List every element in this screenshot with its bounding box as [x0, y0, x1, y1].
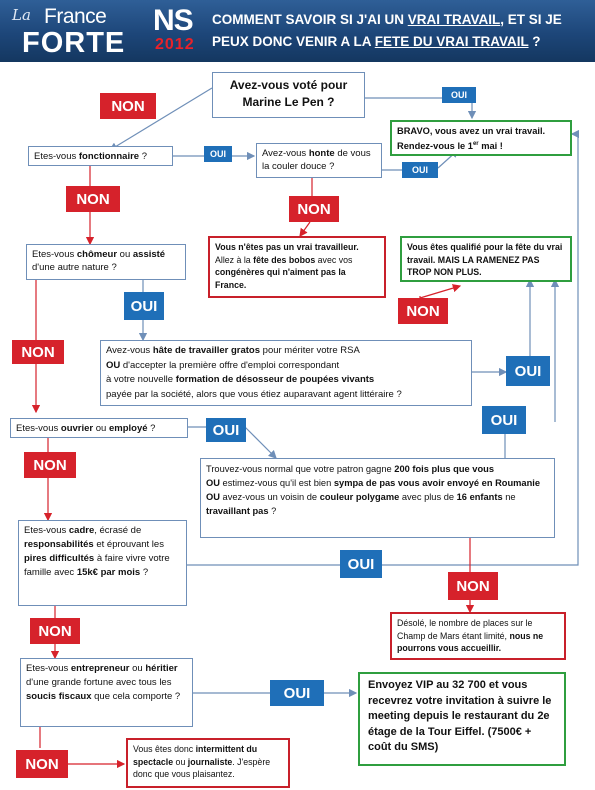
- label-oui-gratos: OUI: [506, 356, 550, 386]
- result-qualifie: Vous êtes qualifié pour la fête du vrai travail. MAIS LA RAMENEZ PAS TROP NON PLUS.: [400, 236, 572, 282]
- label-non-fonctionnaire: NON: [66, 186, 120, 212]
- question-ouvrier: Etes-vous ouvrier ou employé ?: [10, 418, 188, 438]
- result-desole: Désolé, le nombre de places sur le Champ de Mars étant limité, nous ne pourrons vous accueillir.: [390, 612, 566, 660]
- label-non-entrepreneur: NON: [16, 750, 68, 778]
- ns2012-logo: NS 2012: [153, 4, 195, 53]
- label-non-cadre: NON: [30, 618, 80, 644]
- label-oui-ouvrier: OUI: [206, 418, 246, 442]
- result-vip: Envoyez VIP au 32 700 et vous recevrez votre invitation à suivre le meeting depuis le restaurant du 2e étage de la Tour Eiffel. (7500€ + coût du SMS): [358, 672, 566, 766]
- question-entrepreneur: Etes-vous entrepreneur ou héritier d'une grande fortune avec tous les soucis fiscaux que cela comporte ?: [20, 658, 193, 727]
- result-intermittent: Vous êtes donc intermittent du spectacle ou journaliste. J'espère donc que vous plaisantez.: [126, 738, 290, 788]
- label-oui-fonctionnaire: OUI: [204, 146, 232, 162]
- question-fonctionnaire: Etes-vous fonctionnaire ?: [28, 146, 173, 166]
- label-oui-marine: OUI: [442, 87, 476, 103]
- label-oui-cadre: OUI: [340, 550, 382, 578]
- question-cadre: Etes-vous cadre, écrasé de responsabilités et éprouvant les pires difficultés à faire vivre votre famille avec 15k€ par mois ?: [18, 520, 187, 606]
- label-non-honte: NON: [289, 196, 339, 222]
- label-non-patron: NON: [448, 572, 498, 600]
- label-non-marine: NON: [100, 93, 156, 119]
- question-marine: Avez-vous voté pour Marine Le Pen ?: [212, 72, 365, 118]
- la-france-forte-logo: La France FORTE: [12, 5, 126, 59]
- label-non-gratos: NON: [398, 298, 448, 324]
- question-gratos: Avez-vous hâte de travailler gratos pour mériter votre RSA OU d'accepter la première offre d'emploi correspondant à votre nouvelle formation de désosseur de poupées vivants payée par la société, alors que vous étiez auparavant agent littéraire ?: [100, 340, 472, 406]
- label-non-chomeur: NON: [12, 340, 64, 364]
- question-patron: Trouvez-vous normal que votre patron gagne 200 fois plus que vous OU estimez-vous qu'il est bien sympa de pas vous avoir envoyé en Roumanie OU avez-vous un voisin de couleur polygame avec plus de 16 enfants ne travaillant pas ?: [200, 458, 555, 538]
- question-chomeur: Etes-vous chômeur ou assisté d'une autre nature ?: [26, 244, 186, 280]
- label-oui-honte: OUI: [402, 162, 438, 178]
- result-bobos: Vous n'êtes pas un vrai travailleur. Allez à la fête des bobos avec vos congénères qui n'aiment pas la France.: [208, 236, 386, 298]
- label-non-ouvrier: NON: [24, 452, 76, 478]
- question-honte: Avez-vous honte de vous la couler douce ?: [256, 143, 382, 178]
- page-title: COMMENT SAVOIR SI J'AI UN VRAI TRAVAIL, ET SI JE PEUX DONC VENIR A LA FETE DU VRAI TRAVAIL ?: [212, 12, 562, 49]
- result-bravo: BRAVO, vous avez un vrai travail. Rendez-vous le 1er mai !: [390, 120, 572, 156]
- label-oui-chomeur: OUI: [124, 292, 164, 320]
- label-oui-entrepreneur: OUI: [270, 680, 324, 706]
- label-oui-patron: OUI: [482, 406, 526, 434]
